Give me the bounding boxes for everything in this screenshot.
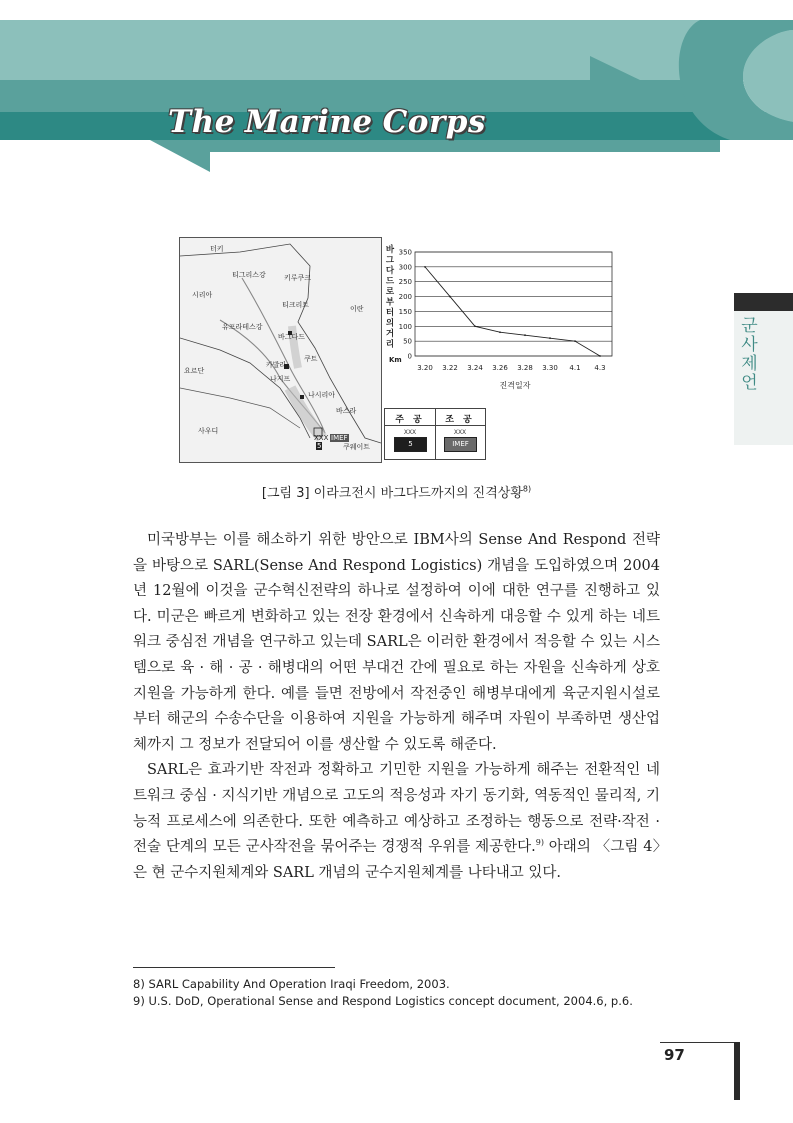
chart-y-tick-label: 150 bbox=[398, 307, 412, 316]
chart-y-tick-label: 300 bbox=[398, 263, 412, 272]
chart-y-ticks bbox=[399, 249, 412, 361]
map-label: 나시리아 bbox=[308, 391, 336, 399]
chart-ylabel-char: 거 bbox=[385, 329, 395, 339]
page-rule bbox=[660, 1042, 737, 1043]
header-title-word3: Corps bbox=[382, 104, 486, 140]
chart-y-tick-label: 0 bbox=[407, 352, 412, 361]
chart-ylabel-char: 바 bbox=[385, 245, 395, 255]
map-label: IMEF bbox=[331, 434, 348, 442]
header-title bbox=[168, 104, 486, 140]
header-banner bbox=[0, 0, 793, 175]
map-label: 쿠트 bbox=[304, 355, 318, 363]
legend-support-label: 조 공 bbox=[445, 415, 475, 425]
footnote-ref-9: 9) bbox=[535, 838, 544, 848]
map-label: XXX bbox=[314, 434, 329, 442]
chart-y-tick-label: 50 bbox=[403, 337, 412, 346]
chart-y-tick-label: 250 bbox=[398, 278, 412, 287]
chart-y-tick-label: 100 bbox=[398, 322, 412, 331]
side-tab-label: 군사제언 bbox=[737, 316, 757, 392]
chart-xlabel: 진격일자 bbox=[499, 381, 531, 390]
chart-x-tick-label: 3.30 bbox=[542, 364, 558, 372]
chart-ylabel-char: 의 bbox=[385, 318, 395, 329]
map-label: 쿠웨이트 bbox=[343, 443, 371, 451]
chart-point bbox=[474, 325, 476, 327]
iraq-map bbox=[179, 237, 382, 463]
legend-support-attack bbox=[435, 409, 485, 459]
chart-ylabel-char: 로 bbox=[385, 287, 395, 297]
side-tab-marker bbox=[734, 293, 793, 311]
chart-y-unit: Km bbox=[389, 356, 402, 364]
chart-plot-area bbox=[415, 252, 612, 356]
chart-grid bbox=[415, 252, 612, 356]
header-title-word1: The bbox=[168, 104, 235, 140]
chart-point bbox=[549, 337, 551, 339]
map-label: 이란 bbox=[350, 305, 364, 313]
legend-main-echelon: XXX bbox=[403, 429, 417, 436]
footnote-9: 9) U.S. DoD, Operational Sense and Respond Logistics concept document, 2004.6, p.6. bbox=[133, 994, 633, 1008]
chart-point bbox=[424, 266, 426, 268]
attack-legend bbox=[384, 408, 486, 460]
chart-x-tick-label: 4.3 bbox=[594, 364, 606, 372]
legend-support-echelon: XXX bbox=[453, 429, 467, 436]
legend-main-attack bbox=[385, 409, 436, 459]
chart-point bbox=[574, 340, 576, 342]
map-label: 나지프 bbox=[270, 375, 291, 383]
chart-point bbox=[449, 296, 451, 298]
map-label: 시리아 bbox=[192, 291, 213, 299]
paragraph-1: 미국방부는 이를 해소하기 위한 방안으로 IBM사의 Sense And Respond 전략을 바탕으로 SARL(Sense And Respond Logistics) 개념을 도입하였으며 2004년 12월에 이것을 군수혁신전략의 하나로 설정하여 이에 대한 연구를 진행하고 있다. 미군은 빠르게 변화하고 있는 전장 환경에서 신속하게 대응할 수 있게 하는 네트워크 중심전 개념을 연구하고 있는데 SARL은 이러한 환경에서 적응할 수 있는 시스템으로 육 · 해 · 공 · 해병대의 어떤 부대건 간에 필요로 하는 자원을 신속하게 상호 지원을 가능하게 한다. 예를 들면 전방에서 작전중인 해병부대에게 육군지원시설로부터 해군의 수송수단을 이용하여 지원을 가능하게 해주며 자원이 부족하면 생산업체까지 그 정보가 전달되어 이를 생산할 수 있도록 해준다. bbox=[133, 532, 660, 753]
map-label: 5 bbox=[317, 442, 322, 450]
chart-ylabel bbox=[385, 244, 395, 350]
map-label: 터키 bbox=[210, 245, 224, 253]
map-label: 요르단 bbox=[184, 367, 205, 375]
chart-x-tick-label: 3.20 bbox=[417, 364, 433, 372]
footnote-8: 8) SARL Capability And Operation Iraqi Freedom, 2003. bbox=[133, 977, 450, 991]
map-label: 사우디 bbox=[198, 427, 219, 435]
map-label: 바그다드 bbox=[278, 333, 306, 341]
chart-point bbox=[524, 334, 526, 336]
map-label: 바스라 bbox=[336, 407, 357, 415]
chart-ylabel-char: 리 bbox=[385, 339, 395, 350]
chart-x-ticks bbox=[417, 364, 605, 372]
body-text bbox=[133, 528, 660, 886]
page-number: 97 bbox=[664, 1046, 685, 1064]
chart-x-tick-label: 3.22 bbox=[442, 364, 458, 372]
legend-support-unit: IMEF bbox=[444, 437, 477, 452]
chart-ylabel-char: 그 bbox=[385, 255, 395, 266]
map-label: 티크리트 bbox=[282, 301, 310, 309]
chart-x-tick-label: 3.24 bbox=[467, 364, 483, 372]
chart-point bbox=[499, 331, 501, 333]
figure-caption bbox=[0, 482, 793, 501]
chart-point bbox=[599, 355, 601, 357]
chart-x-tick-label: 3.28 bbox=[517, 364, 533, 372]
figure-caption-footnote-ref: 8) bbox=[522, 484, 532, 494]
map-label: 티그리스강 bbox=[232, 271, 266, 279]
map-label: 키루쿠크 bbox=[284, 274, 312, 282]
chart-ylabel-char: 드 bbox=[385, 276, 395, 287]
legend-main-unit: 5 bbox=[394, 437, 427, 452]
footnote-divider bbox=[133, 967, 335, 968]
chart-y-tick-label: 350 bbox=[398, 248, 412, 257]
chart-y-tick-label: 200 bbox=[398, 293, 412, 302]
figure-caption-text: [그림 3] 이라크전시 바그다드까지의 진격상황 bbox=[261, 486, 523, 501]
chart-ylabel-char: 터 bbox=[385, 308, 395, 318]
distance-line-chart bbox=[382, 240, 622, 395]
map-label: 유프라테스강 bbox=[222, 323, 263, 331]
page-bar bbox=[734, 1042, 740, 1100]
chart-ylabel-char: 부 bbox=[385, 297, 395, 308]
header-title-word2: Marine bbox=[244, 104, 373, 140]
map-label: 카발라 bbox=[266, 361, 287, 369]
paragraph-2-text-end: 아래의 〈그림 4〉은 현 군수지원체계와 SARL 개념의 군수지원체계를 나타내고 있다. bbox=[133, 839, 660, 881]
paragraph-2 bbox=[133, 758, 660, 886]
chart-x-tick-label: 4.1 bbox=[569, 364, 581, 372]
legend-main-label: 주 공 bbox=[395, 415, 425, 425]
chart-ylabel-char: 다 bbox=[385, 266, 395, 276]
paragraph-2-text: SARL은 효과기반 작전과 정확하고 기민한 지원을 가능하게 해주는 전환적인 네트워크 중심 · 지식기반 개념으로 고도의 적응성과 자기 동기화, 역동적인 물리적, 기능적 프로세스에 의존한다. 또한 예측하고 예상하고 조정하는 행동으로 전략·작전 · 전술 단계의 모든 군사작전을 묶어주는 경쟁적 우위를 제공한다. bbox=[133, 762, 660, 856]
chart-x-tick-label: 3.26 bbox=[492, 364, 508, 372]
